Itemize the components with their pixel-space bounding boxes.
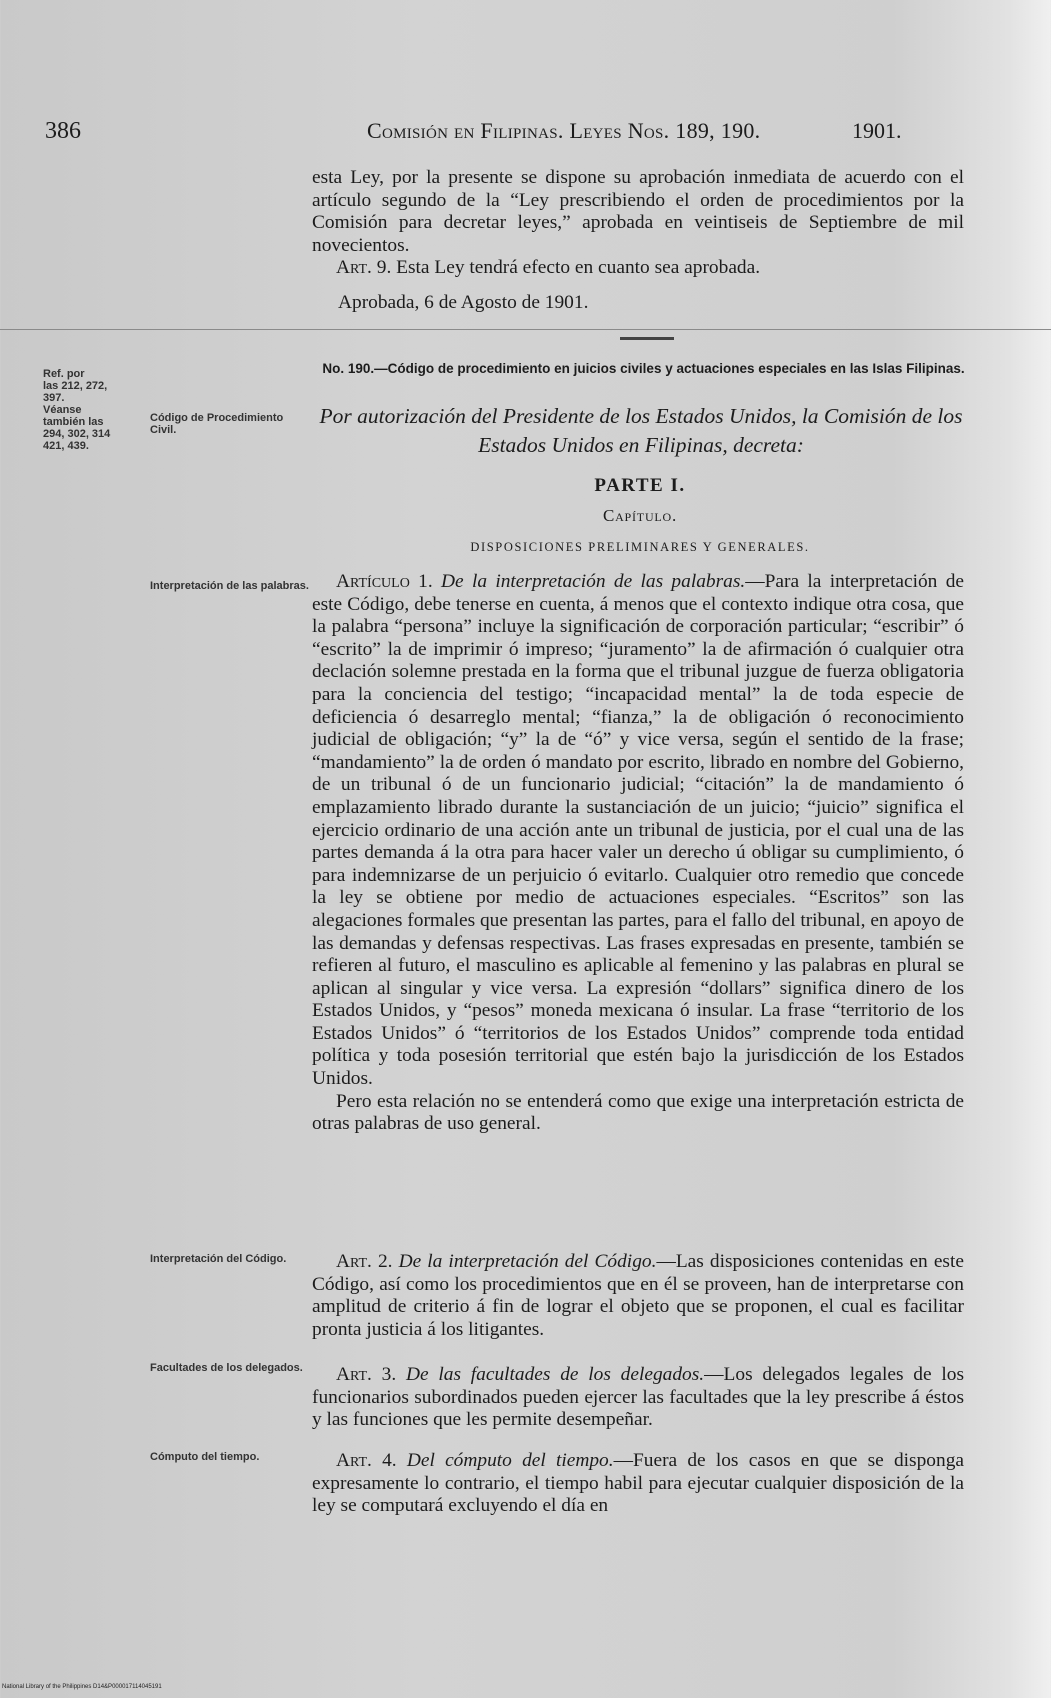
scan-footer: National Library of the Philippines D14&P000017114045191 bbox=[2, 1684, 162, 1690]
margin-note-time: Cómputo del tiempo. bbox=[150, 1451, 260, 1463]
margin-ref-line: 294, 302, 314 bbox=[43, 428, 111, 440]
margin-note-interpretation-code: Interpretación del Código. bbox=[150, 1253, 287, 1265]
article-1-paragraph bbox=[312, 571, 964, 1091]
margin-ref-line: las 212, 272, bbox=[43, 380, 108, 392]
part-heading: PARTE I. bbox=[594, 475, 686, 496]
margin-note-delegates: Facultades de los delegados. bbox=[150, 1362, 303, 1374]
law-189-closing bbox=[312, 167, 964, 280]
article-3-heading: De las facultades de los delegados. bbox=[405, 1364, 705, 1385]
article-1 bbox=[312, 571, 964, 1136]
article-9-text: Esta Ley tendrá efecto en cuanto sea aprobada. bbox=[396, 257, 761, 279]
margin-ref-line: también las bbox=[43, 416, 104, 428]
margin-note-code: Código de Procedimiento Civil. bbox=[150, 412, 284, 436]
margin-ref-line: Ref. por bbox=[43, 368, 85, 380]
article-2-text: —Las disposiciones contenidas en este Código, así como los procedimientos que en él se proveen, han de interpretarse con amplitud de criterio á fin de lograr el objeto que se proponen, el cual es facilitar pronta justicia á los litigantes. bbox=[312, 1251, 964, 1340]
margin-ref-line: 397. bbox=[43, 392, 65, 404]
article-3-paragraph bbox=[312, 1364, 964, 1432]
running-head-year: 1901. bbox=[852, 118, 902, 143]
article-3 bbox=[312, 1364, 964, 1432]
article-4-paragraph bbox=[312, 1450, 964, 1518]
article-1-paragraph-2: Pero esta relación no se entenderá como que exige una interpretación estricta de otras palabras de uso general. bbox=[312, 1090, 964, 1135]
article-2-heading: De la interpretación del Código. bbox=[398, 1251, 657, 1272]
article-2-paragraph bbox=[312, 1251, 964, 1341]
article-9-label: Art. 9. bbox=[336, 257, 392, 279]
article-9-paragraph bbox=[312, 257, 964, 280]
article-4-heading: Del cómputo del tiempo. bbox=[406, 1450, 614, 1471]
running-head: Comisión en Filipinas. Leyes Nos. 189, 190. bbox=[367, 118, 761, 143]
law-190-title: No. 190.—Código de procedimiento en juicios civiles y actuaciones especiales en las Islas Filipinas. bbox=[322, 361, 965, 376]
article-4-label: Art. 4. bbox=[336, 1450, 397, 1471]
margin-note-interpretation-words: Interpretación de las palabras. bbox=[150, 580, 309, 592]
margin-ref-line: Véanse bbox=[43, 404, 82, 416]
law-189-intro-paragraph: esta Ley, por la presente se dispone su aprobación inmediata de acuerdo con el artículo segundo de la “Ley prescribiendo el orden de procedimientos por la Comisión para decretar leyes,” aprobada en veintiseis de Septiembre de mil novecientos. bbox=[312, 167, 964, 256]
article-2 bbox=[312, 1251, 964, 1341]
article-1-heading: De la interpretación de las palabras. bbox=[441, 571, 746, 592]
page-number: 386 bbox=[45, 118, 81, 144]
margin-ref-line: 421, 439. bbox=[43, 440, 89, 452]
chapter-subtitle: DISPOSICIONES PRELIMINARES Y GENERALES. bbox=[470, 540, 810, 554]
section-rule bbox=[620, 337, 674, 340]
article-1-text: —Para la interpretación de este Código, debe tenerse en cuenta, á menos que el contexto indique otra cosa, que la palabra “persona” incluye la significación de corporación particular; “escribir” ó “escrito” la de imprimir ó impreso; “juramento” la de afirmación ó cualquier otra declación solemne prestada en la forma que el tribunal juzgue de fuerza obligatoria para la conciencia del testigo; “incapacidad mental” la de toda especie de deficiencia ó desarreglo mental; “fianza,” la de obligación ó reconocimiento judicial de obligación; “y” la de “ó” y vice versa, según el sentido de la frase; “mandamiento” la de orden ó mandato por escrito, librado en nombre del Gobierno, de un tribunal ó de un funcionario judicial; “citación” la de mandamiento ó emplazamiento librado durante la sustanciación de un juicio; “juicio” significa el ejercicio ordinario de una acción ante un tribunal de justicia, por el cual una de las partes demanda á la otra para hacer valer un derecho ú obligar su cumplimiento, ó para indemnizarse de un perjuicio ó evitarlo. Cualquier otro remedio que concede la ley se obtiene por medio de actuaciones especiales. “Escritos” son las alegaciones formales que presentan las partes, para el fallo del tribunal, en apoyo de las demandas y defensas respectivas. Las frases expresadas en presente, también se refieren al futuro, el masculino es aplicable al femenino y las palabras en plural se aplican al singular y vice versa. La expresión “dollars” significa dinero de los Estados Unidos, y “pesos” moneda mexicana ó insular. La frase “territorio de los Estados Unidos” ó “territorios de los Estados Unidos” comprende toda entidad política y toda posesión territorial que estén bajo la jurisdicción de los Estados Unidos. bbox=[312, 571, 965, 1090]
article-1-label: Artículo 1. bbox=[336, 571, 433, 592]
chapter-heading: Capítulo. bbox=[602, 506, 678, 525]
page-divider bbox=[0, 329, 1051, 330]
enacting-clause: Por autorización del Presidente de los Estados Unidos, la Comisión de los Estados Unidos en Filipinas, decreta: bbox=[319, 404, 963, 457]
article-4 bbox=[312, 1450, 964, 1518]
article-3-text: —Los delegados legales de los funcionarios subordinados pueden ejercer las facultades que la ley prescribe á éstos y las funciones que les permite desempeñar. bbox=[312, 1364, 964, 1431]
article-4-text: —Fuera de los casos en que se disponga expresamente lo contrario, el tiempo habil para ejecutar cualquier disposición de la ley se computará excluyendo el día en bbox=[312, 1450, 964, 1517]
article-3-label: Art. 3. bbox=[336, 1364, 397, 1385]
article-2-label: Art. 2. bbox=[336, 1251, 393, 1272]
margin-references bbox=[43, 368, 143, 452]
approval-date: Aprobada, 6 de Agosto de 1901. bbox=[338, 292, 589, 313]
